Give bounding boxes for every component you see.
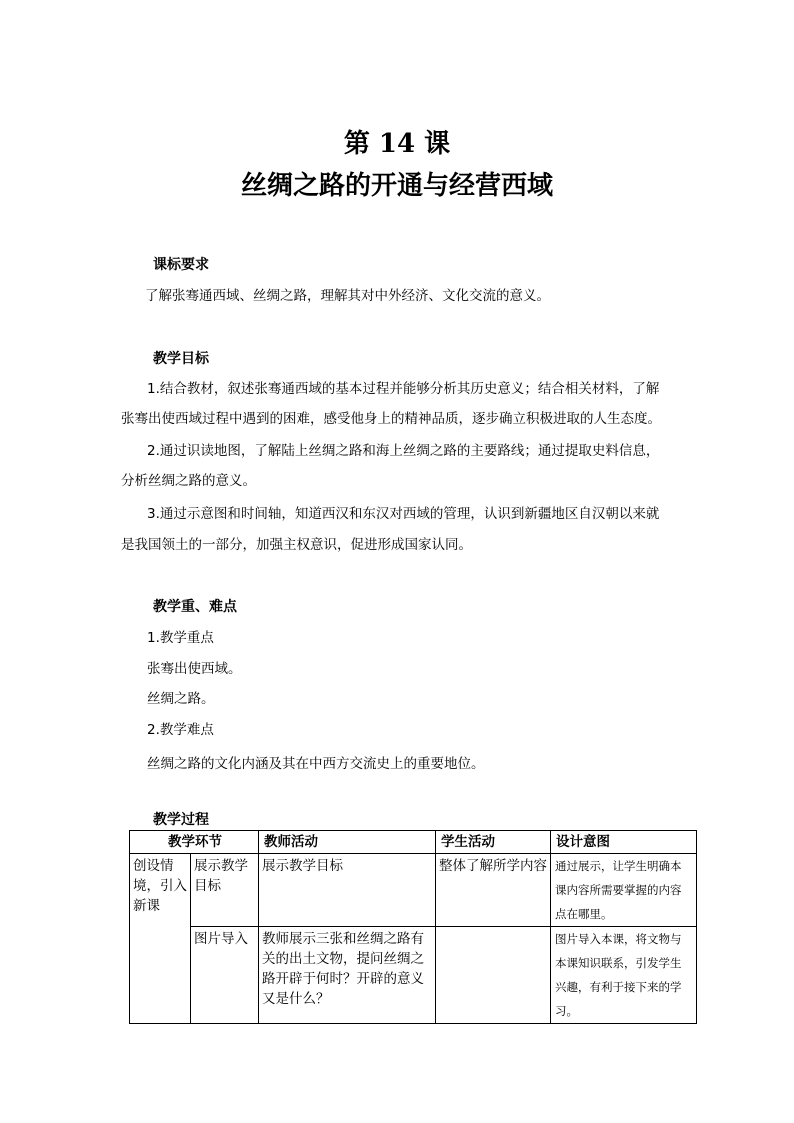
step-cell: 展示教学目标 [191, 854, 259, 927]
design-cell: 通过展示，让学生明确本课内容所需要掌握的内容点在哪里。 [551, 854, 697, 927]
process-table [129, 830, 697, 1024]
objective-3-line-1: 3.通过示意图和时间轴，知道西汉和东汉对西域的管理，认识到新疆地区自汉朝以来就 [147, 506, 660, 522]
objective-1-line-2: 张骞出使西域过程中遇到的困难，感受他身上的精神品质，逐步确立积极进取的人生态度。 [121, 411, 661, 427]
student-cell: 整体了解所学内容 [436, 854, 551, 927]
key-label: 1.教学重点 [147, 630, 214, 646]
objective-3-line-2: 是我国领土的一部分，加强主权意识，促进形成国家认同。 [121, 537, 472, 553]
objectives-heading: 教学目标 [153, 351, 209, 367]
curriculum-heading: 课标要求 [153, 257, 209, 273]
teacher-cell: 教师展示三张和丝绸之路有关的出土文物，提问丝绸之路开辟于何时？开辟的意义又是什么？ [259, 927, 436, 1024]
objective-2-line-2: 分析丝绸之路的意义。 [121, 473, 256, 489]
stage-cell: 创设情境，引入新课 [130, 854, 191, 1024]
process-heading: 教学过程 [153, 812, 209, 828]
difficult-item-1: 丝绸之路的文化内涵及其在中西方交流史上的重要地位。 [147, 756, 485, 772]
key-item-1: 张骞出使西域。 [147, 661, 242, 677]
design-cell: 图片导入本课，将文物与本课知识联系，引发学生兴趣，有利于接下来的学习。 [551, 927, 697, 1024]
col-header-stage: 教学环节 [130, 831, 259, 854]
lesson-number: 第 14 课 [343, 129, 451, 159]
lesson-title: 丝绸之路的开通与经营西域 [240, 171, 553, 201]
table-row [130, 927, 697, 1024]
step-cell: 图片导入 [191, 927, 259, 1024]
objective-2-line-1: 2.通过识读地图，了解陆上丝绸之路和海上丝绸之路的主要路线；通过提取史料信息， [147, 443, 660, 459]
curriculum-text: 了解张骞通西域、丝绸之路，理解其对中外经济、文化交流的意义。 [145, 288, 550, 304]
table-row [130, 854, 697, 927]
difficult-label: 2.教学难点 [147, 722, 214, 738]
objective-1-line-1: 1.结合教材，叙述张骞通西域的基本过程并能够分析其历史意义；结合相关材料，了解 [147, 381, 660, 397]
student-cell [436, 927, 551, 1024]
teacher-cell: 展示教学目标 [259, 854, 436, 927]
col-header-teacher: 教师活动 [259, 831, 436, 854]
key-item-2: 丝绸之路。 [147, 691, 215, 707]
col-header-student: 学生活动 [436, 831, 551, 854]
key-points-heading: 教学重、难点 [153, 599, 237, 615]
col-header-design: 设计意图 [551, 831, 697, 854]
table-header-row [130, 831, 697, 854]
